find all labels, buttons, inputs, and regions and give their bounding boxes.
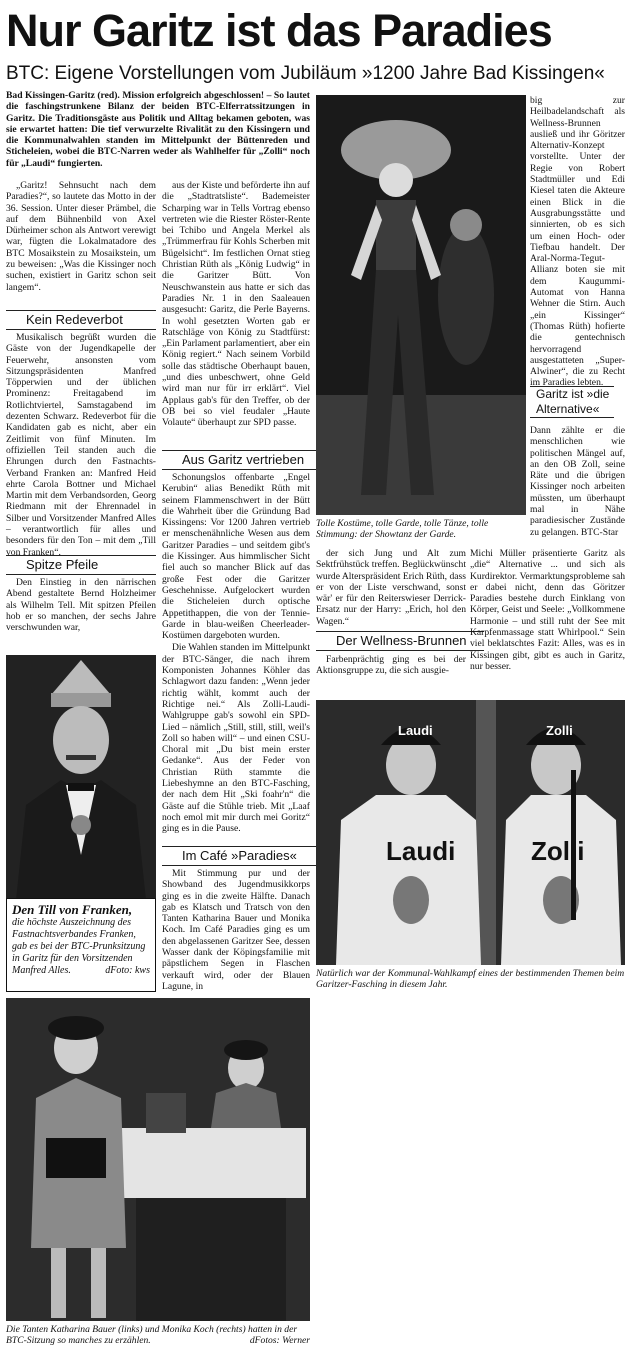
shirt-label-right: Zolli [531, 836, 585, 866]
tanten-caption-text: Die Tanten Katharina Bauer (links) und Monika Koch (rechts) hatten in der BTC-Sitzung so manches zu erzählen. [6, 1324, 298, 1347]
paragraph: Schonungslos offenbarte „Engel Kerubin“ alias Benedikt Rüth mit seinem Flammenschwert in der Bütt die Wahrheit über die Gründung Bad Kissingens: Vor 1200 Jahren vertrieb er menschenähnliche Wesen aus dem Garitzer Paradies – und seitdem gibt's die Kissinger. Aus himmlischer Sicht fiel auch so mancher Blick auf das große Fest oder die Garitzer Geschehnisse. Aufgelockert wurden die Sticheleien durch optische Appetithappen, die von der Tennie-Garde in blau-weißen Cheerleader-Kostümen dargeboten wurden. [162, 472, 310, 642]
col1b-text [6, 332, 156, 558]
paragraph: Die Wahlen standen im Mittelpunkt der BTC-Sänger, die nach ihrem Komponisten Johannes Köhler das Schlagwort dazu fanden: „Wenn jeder richtig wählt, kommt auch der Richtige nei.“ Als Zolli-Laudi-Wahlgruppe gab's sowohl ein SPD-Lied – nämlich „Still, still, still, weil's Zoll so haben will“ – und einen CSU-Choral mit „Du bist mein erster Gedanke“. Aus der Feder von Christian Rüth stammte die Liebeshymne an den BTC-Fasching, der nach dem Hit „Ski foahr'n“ die Gäste auf die Stühle trieb. Mit „Laaf noch emol mit mir durch mei Goritz“ ging es in die Pause. [162, 642, 310, 835]
garde-photo [316, 95, 526, 515]
till-caption-credit: dFoto: kws [105, 965, 150, 976]
col1-text [6, 180, 156, 310]
tanten-caption [6, 1324, 310, 1350]
garde-caption: Tolle Kostüme, tolle Garde, tolle Tänze, tolle Stimmung: der Showtanz der Garde. [316, 518, 489, 541]
paragraph: der sich Jung und Alt zum Sektfrühstück treffen. Beglückwünscht wurde Alterspräsident Erich Rüth, dass er von der Liste verschwand, sonst wär' er für den Reiterswieser Derrick-Ersatz nur der Harry: „Erich, hol den Wagen.“ [316, 548, 467, 627]
paragraph: aus der Kiste und beförderte ihn auf die „Stadtratsliste“. Bademeister Scharping war in Tells Vortrag ebenso vertreten wie die Riester Röster-Rente bei Tchibo und Angela Merkel als „Trümmerfrau für Kohls Scherben mit Bügelsicht“. Im festlichen Ornat stieg Christian Rüth als „König Ludwig“ in die Garitzer Bütt. Von Neuschwanstein aus hatte er sich das Paradies Nr. 1 in den Saaleauen ausgesucht: Garitz, die Perle Bayerns. In wohl gesetzten Worten gab er Ratschläge von König zu Stadtfürst: „Ein Parlament parlamentiert, aber ein König regiert.“ Nach seinem Vorbild solle das städtische Oberhaupt bauen, „und dies unbeschwert, ohne Geld wird man nur für irr erklärt“. Viel Applaus gab's für den Treffer, ob der OB bei so viel feudaler „Haute Volaute“ überhaupt zur SPD passe. [162, 180, 310, 429]
till-photo [6, 655, 156, 900]
paragraph: Michi Müller präsentierte Garitz als „die“ Alternative ... und sich als Kurdirektor. Vermarktungsprobleme sah er dabei nicht, denn das Göritzer Paradies bestehe durch Einklang von Körper, Geist und Seele: „Vollkommene Harmonie – und still ruht der See mit Karpfenmassage statt Whirlpool.“ Sein viel beklatschtes Fazit: Alles, was es in Kissingen gibt, gibt es auch in Garitz, nur besser. [470, 548, 625, 672]
col5b-text [530, 425, 625, 545]
col5-text [530, 95, 625, 389]
singers-illustration [316, 700, 625, 965]
col2b-text [162, 472, 310, 842]
till-caption-box [6, 898, 156, 992]
paragraph: Farbenprächtig ging es bei der Aktionsgruppe zu, die sich ausgie- [316, 654, 466, 677]
subheading-kein-redeverbot: Kein Redeverbot [6, 310, 156, 330]
col2c-text [162, 868, 310, 992]
paragraph: Dann zählte er die menschlichen wie politischen Mängel auf, an den OB Zoll, seine Räte und die übrigen Kissinger noch arbeiten müssten, um überhaupt mal in Nähe paradiesischer Zustände zu gelangen. BTC-Star [530, 425, 625, 538]
col1c-text [6, 577, 156, 652]
lead-paragraph: Bad Kissingen-Garitz (red). Mission erfolgreich abgeschlossen! – So lautet die faschingstrunkene Bilanz der beiden BTC-Elferratssitzungen in Garitz. Die Traditionsgäste aus Politik und Alltag bekamen geboten, was sie erwartet hatten: Die tief verwurzelte Rivalität zu den Kissingern und die Kommunalwahlen standen im Mittelpunkt der Büttenreden und Sticheleien, wobei die BTC-Narren weder als Wahlhelfer für „Zolli“ noch für „Laudi“ fungierten. [6, 90, 310, 169]
headline: Nur Garitz ist das Paradies [6, 5, 552, 56]
subheading-aus-garitz: Aus Garitz vertrieben [162, 450, 322, 470]
subheading-alternative: Garitz ist »die Alternative« [530, 386, 614, 418]
col2-text [162, 180, 310, 445]
tanten-photo [6, 998, 310, 1321]
col3-text [316, 548, 466, 628]
women-at-table-illustration [6, 998, 310, 1321]
shirt-label-left: Laudi [386, 836, 456, 866]
dancer-illustration [316, 95, 526, 515]
cap-label-left: Laudi [398, 723, 433, 738]
paragraph: Musikalisch begrüßt wurden die Gäste von der Jugendkapelle der Feuerwehr, ansonsten vom Sitzungspräsidenten Manfred Töpperwien und der üblichen Prominenz: Freitagabend im Rotlichtviertel, Samstagabend im dezenten Schwarz. Redeverbot für die Kandidaten gab es nicht, aber ein Zeitlimit von fünf Minuten. Im offiziellen Teil standen auch die Ehrungen durch den Fastnachts-Verband Franken an: Manfred Heid ehrte Carola Bottner und Michael Martin mit dem Verbandsorden, Georg Riedmann mit der Ehrennadel in Silber und Vorsitzender Manfred Alles – verantwortlich für alles und besonders für den Ton – mit dem „Till von Franken“. [6, 332, 156, 558]
tanten-caption-credit: dFotos: Werner [249, 1335, 310, 1347]
paragraph: Mit Stimmung pur und der Showband des Jugendmusikkorps ging es in die zweite Hälfte. Danach gab es Klatsch und Tratsch von den Tanten Katharina Bauer und Monika Koch. Im Café Paradies ging es um den abgelassenen Garitzer See, dessen Wasser dank der Köpingsfamilie mit päpstlichem Segen in Flaschen verkauft wird, oder der Blauen Lagune, in [162, 868, 310, 992]
paragraph: Den Einstieg in den närrischen Abend gestaltete Bernd Holzheimer als Wilhelm Tell. Mit spitzen Pfeilen hob er so manchen, der sechs Jahre verschwunden war, [6, 577, 156, 634]
wahlkampf-photo [316, 700, 625, 965]
subheading-wellness-brunnen: Der Wellness-Brunnen [316, 631, 484, 651]
paragraph: „Garitz! Sehnsucht nach dem Paradies?“, so lautete das Motto in der 36. Session. Unter dieser Prämbel, die auf dem Bühnenbild von Axel Dürheimer schon als Antwort verewigt war, fügten die Lokalmatadore des BTC Mosaikstein zu Mosaikstein, um zu beweisen: „Was die Kissinger noch suchen, existiert in Garitz schon seit langem“. [6, 180, 156, 293]
till-caption-title: Den Till von Franken, [12, 902, 133, 917]
paragraph: big zur Heilbadelandschaft als Wellness-Brunnen ausließ und ihr Göritzer Alternativ-Konzept vorstellte. Unter der Regie von Robert Stadtmüller und Edi Kiesel taten die Akteure einen Blick in die Ausgrabungsstätte und sinnierten, ob es sich um einen Hoch- oder Tiefbau handelt. Der Aral-Norma-Tegut-Allianz boten sie mit dem Kaugummi-Automat von Hanna Wehner die Stirn. Auch „ein Kissinger“ (Thomas Rüth) hofierte die gentechnisch hervorragend ausgestatteten „Super-Alwiner“, die zu Recht im Paradies lebten. [530, 95, 625, 389]
till-caption-text: die höchste Auszeichnung des Fastnachtsverbandes Franken, gab es bei der BTC-Prunksitzung in Garitz für den Vorsitzenden Manfred Alles. [12, 917, 146, 976]
subheading-spitze-pfeile: Spitze Pfeile [6, 555, 156, 575]
man-portrait-illustration [6, 655, 156, 900]
subheadline: BTC: Eigene Vorstellungen vom Jubiläum »1200 Jahre Bad Kissingen« [6, 63, 605, 84]
wahlkampf-caption: Natürlich war der Kommunal-Wahlkampf eines der bestimmenden Themen beim Garitzer-Fasching in diesem Jahr. [316, 968, 625, 991]
cap-label-right: Zolli [546, 723, 573, 738]
col4-text [470, 548, 625, 683]
col3b-text [316, 654, 466, 684]
subheading-im-cafe: Im Café »Paradies« [162, 846, 322, 866]
